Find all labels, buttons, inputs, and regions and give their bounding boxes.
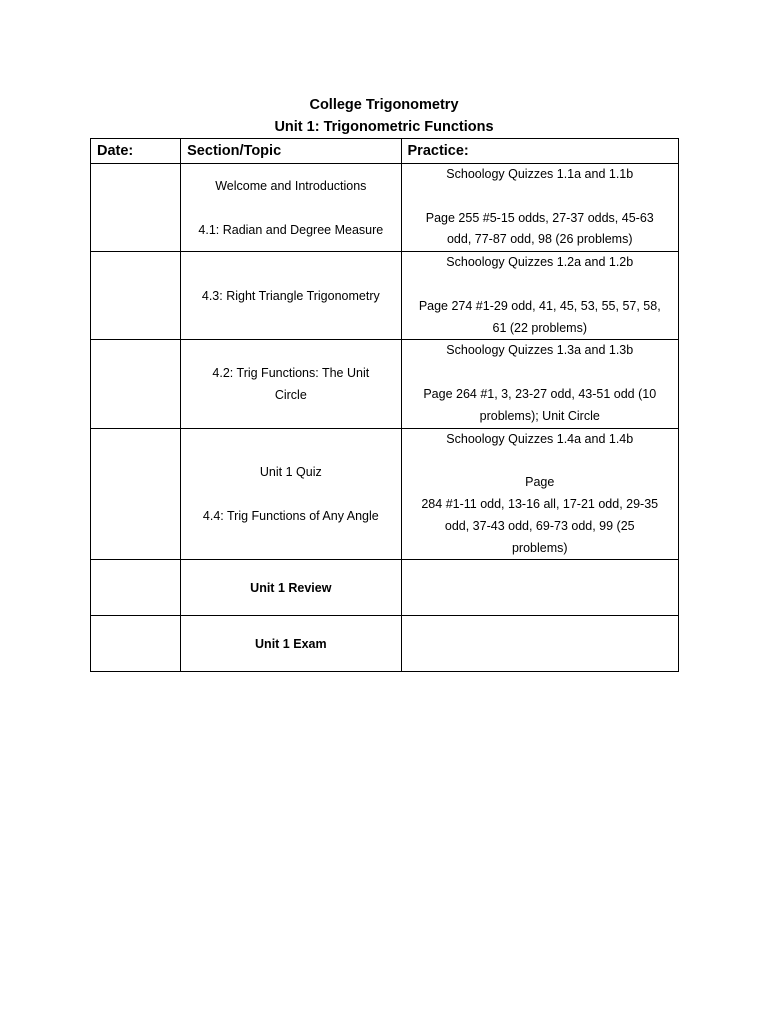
practice-line: problems); Unit Circle [479,408,600,423]
practice-line: Page 255 #5-15 odds, 27-37 odds, 45-63 [425,210,654,225]
practice-line: Page 264 #1, 3, 23-27 odd, 43-51 odd (10 [423,386,657,401]
practice-line: Page 274 #1-29 odd, 41, 45, 53, 55, 57, 58, [418,298,661,313]
practice-cell [401,560,679,616]
topic-line: 4.3: Right Triangle Trigonometry [201,288,380,303]
topic-line: 4.2: Trig Functions: The Unit [212,365,370,380]
header-date: Date: [91,139,181,164]
table-row [91,428,679,560]
table-row [91,560,679,616]
topic-line: Unit 1 Review [250,580,332,595]
topic-cell [181,428,401,560]
practice-cell [401,340,679,428]
date-cell [91,252,181,340]
practice-cell [401,616,679,672]
schedule-table [90,138,679,672]
practice-line: odd, 77-87 odd, 98 (26 problems) [446,232,633,247]
topic-line: Welcome and Introductions [215,178,367,193]
date-cell [91,164,181,252]
practice-line: Page [525,475,555,490]
table-row [91,616,679,672]
table-row [91,252,679,340]
header-topic: Section/Topic [181,139,401,164]
practice-line: 61 (22 problems) [492,320,587,335]
document-title: College Trigonometry [309,97,459,113]
date-cell [91,560,181,616]
practice-line: problems) [511,540,568,555]
date-cell [91,340,181,428]
practice-line: 284 #1-11 odd, 13-16 all, 17-21 odd, 29-35 [421,496,659,511]
topic-line: Circle [274,387,307,402]
date-cell [91,428,181,560]
topic-cell [181,560,401,616]
topic-line: 4.1: Radian and Degree Measure [198,222,384,237]
topic-line: Unit 1 Quiz [259,464,322,479]
document-subtitle: Unit 1: Trigonometric Functions [274,119,494,135]
topic-cell [181,164,401,252]
table-row [91,340,679,428]
topic-cell [181,340,401,428]
practice-line: Schoology Quizzes 1.4a and 1.4b [446,431,634,446]
practice-line: Schoology Quizzes 1.1a and 1.1b [446,167,634,181]
header-practice: Practice: [401,139,679,164]
practice-cell [401,428,679,560]
topic-cell [181,616,401,672]
practice-cell [401,164,679,252]
table-header-row [91,139,679,164]
date-cell [91,616,181,672]
topic-line: 4.4: Trig Functions of Any Angle [202,508,379,523]
practice-cell [401,252,679,340]
practice-line: odd, 37-43 odd, 69-73 odd, 99 (25 [444,518,635,533]
table-row [91,164,679,252]
practice-line: Schoology Quizzes 1.2a and 1.2b [446,255,634,270]
practice-line: Schoology Quizzes 1.3a and 1.3b [446,343,634,358]
topic-line: Unit 1 Exam [255,636,327,651]
topic-cell [181,252,401,340]
